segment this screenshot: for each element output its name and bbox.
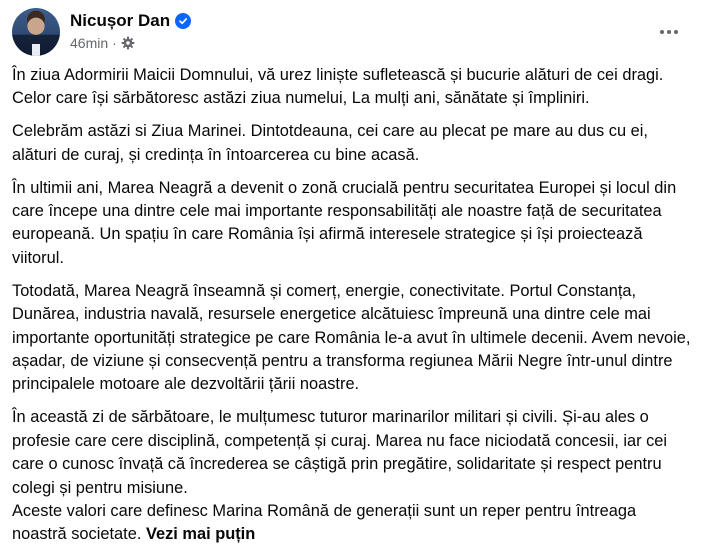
more-options-icon[interactable] [651, 14, 687, 50]
post-paragraph-4: Totodată, Marea Neagră înseamnă și comerț, energie, conectivitate. Portul Constanța, Dunărea, industria navală, resursele energetice alcătuiesc împreună una dintre cele mai importante oportunități strategice pe care România le-a avut în ultimele decenii. Avem nevoie, așadar, de viziune și consecvență pentru a transforma regiunea Mării Negre într-unul dintre principalele motoare ale dezvoltării țării noastre. [12, 281, 691, 394]
post-paragraph-3: În ultimii ani, Marea Neagră a devenit o zonă crucială pentru securitatea Europei și locul din care începe una dintre cele mai importante responsabilități ale noastre față de securitatea europeană. Un spațiu în care România își afirmă interesele strategice și își proiectează viitorul. [12, 178, 677, 267]
post-paragraph-5: În această zi de sărbătoare, le mulțumesc tuturor marinarilor militari și civili. Și-au ales o profesie care cere disciplină, competență și curaj. Marea nu face niciodată concesii, iar cei care o cunosc învață că încrederea se câștigă prin pregătire, solidaritate și respect pentru colegi și pentru misiune. [12, 408, 668, 497]
author-name[interactable]: Nicușor Dan [70, 11, 171, 30]
post-paragraph-1: În ziua Adormirii Maicii Domnului, vă urez liniște sufletească și bucurie alături de cei dragi. Celor care își sărbătoresc astăzi ziua numelui, La mulți ani, sănătate și împliniri. [12, 66, 664, 108]
author-line [70, 10, 191, 32]
verified-badge-icon [175, 13, 191, 29]
post-body [12, 64, 695, 547]
post-paragraph-6-text: Aceste valori care definesc Marina Română de generații sunt un reper pentru întreaga noastră societate. [12, 501, 637, 544]
post-meta [70, 35, 135, 51]
see-less-link[interactable]: Vezi mai puțin [145, 525, 256, 544]
gear-icon[interactable] [121, 36, 135, 50]
meta-separator: · [112, 35, 117, 51]
post-paragraph-6 [12, 500, 695, 547]
post-paragraph-2: Celebrăm astăzi si Ziua Marinei. Dintotdeauna, cei care au plecat pe mare au dus cu ei, alături de curaj, și credința în întoarcerea cu bine acasă. [12, 122, 648, 164]
post-header [12, 8, 691, 58]
post-time[interactable]: 46min [70, 35, 109, 51]
avatar[interactable] [12, 8, 60, 56]
